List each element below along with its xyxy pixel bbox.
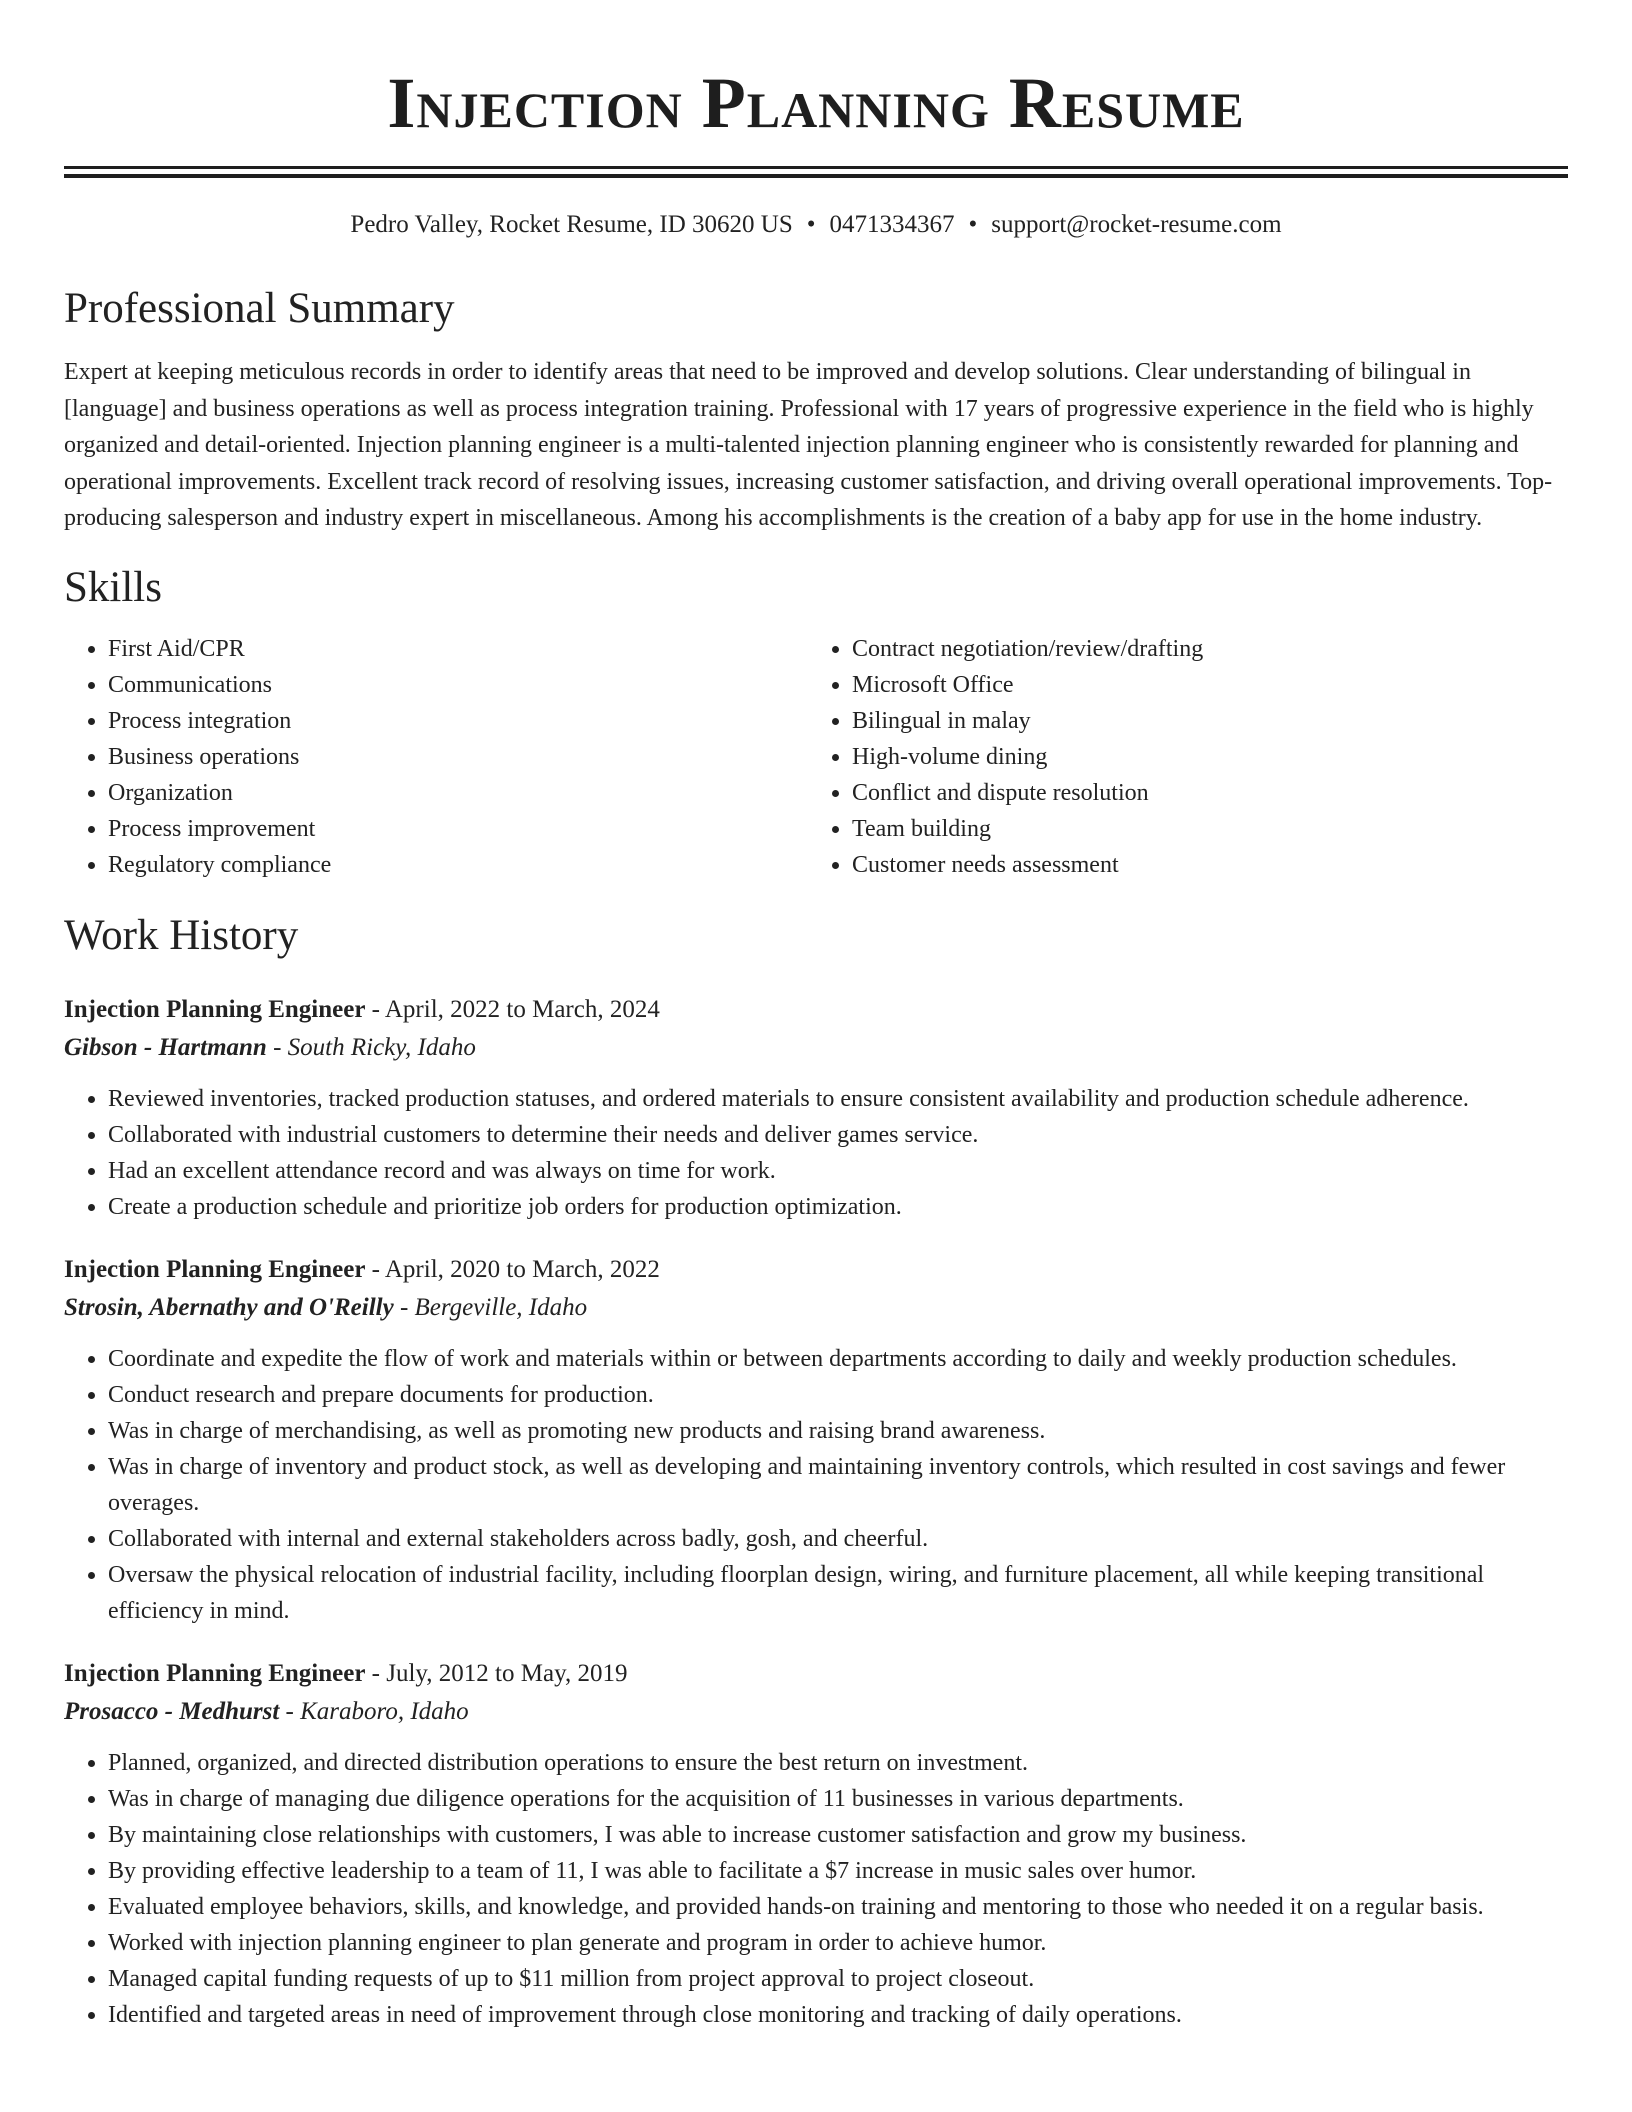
skill-item: • Microsoft Office	[852, 667, 1552, 703]
skill-item: • High-volume dining	[852, 739, 1552, 775]
job-entry	[64, 991, 1568, 1225]
job-bullet: • Evaluated employee behaviors, skills, and knowledge, and provided hands-on training and mentoring to those who needed it on a regular basis.	[108, 1889, 1568, 1925]
contact-address: Pedro Valley, Rocket Resume, ID 30620 US	[350, 211, 793, 238]
job-dash: -	[279, 1697, 301, 1725]
skills-column-left	[64, 631, 808, 883]
job-company-line	[64, 1289, 1568, 1327]
skill-item: • Contract negotiation/review/drafting	[852, 631, 1552, 667]
job-bullet: • Collaborated with internal and external stakeholders across badly, gosh, and cheerful.	[108, 1521, 1568, 1557]
title-divider	[64, 166, 1568, 178]
skills-heading: Skills	[64, 563, 162, 611]
job-title-line	[64, 991, 1568, 1029]
job-bullet: • Was in charge of merchandising, as well as promoting new products and raising brand awareness.	[108, 1413, 1568, 1449]
skill-item: • Process integration	[108, 703, 808, 739]
contact-phone: 0471334367	[829, 211, 955, 238]
skill-item: • Conflict and dispute resolution	[852, 775, 1552, 811]
job-dates: April, 2022 to March, 2024	[384, 995, 660, 1023]
job-dates: July, 2012 to May, 2019	[386, 1659, 628, 1687]
job-bullet: • By maintaining close relationships with customers, I was able to increase customer satisfaction and grow my business.	[108, 1817, 1568, 1853]
job-bullet: • Worked with injection planning engineer to plan generate and program in order to achieve humor.	[108, 1925, 1568, 1961]
company-location: South Ricky, Idaho	[287, 1033, 476, 1061]
skill-item: • Regulatory compliance	[108, 847, 808, 883]
skill-item: • First Aid/CPR	[108, 631, 808, 667]
skill-item: • Organization	[108, 775, 808, 811]
job-bullets	[64, 1081, 1568, 1225]
work-history-heading: Work History	[64, 911, 299, 959]
job-bullet: • Had an excellent attendance record and was always on time for work.	[108, 1153, 1568, 1189]
job-bullet: • Conduct research and prepare documents for production.	[108, 1377, 1568, 1413]
job-entry	[64, 1251, 1568, 1629]
job-dash: -	[365, 1255, 385, 1283]
job-bullet: • By providing effective leadership to a team of 11, I was able to facilitate a $7 increase in music sales over humor.	[108, 1853, 1568, 1889]
job-dash: -	[393, 1293, 415, 1321]
job-title: Injection Planning Engineer	[64, 1659, 366, 1687]
job-bullet: • Managed capital funding requests of up to $11 million from project approval to project closeout.	[108, 1961, 1568, 1997]
job-bullet: • Was in charge of inventory and product stock, as well as developing and maintaining inventory controls, which resulted in cost savings and fewer overages.	[108, 1449, 1568, 1521]
job-bullet: • Was in charge of managing due diligence operations for the acquisition of 11 businesses in various departments.	[108, 1781, 1568, 1817]
job-title-line	[64, 1251, 1568, 1289]
job-dates: April, 2020 to March, 2022	[384, 1255, 660, 1283]
contact-separator: •	[806, 211, 816, 238]
company-location: Bergeville, Idaho	[414, 1293, 588, 1321]
job-dash: -	[365, 1659, 387, 1687]
summary-heading: Professional Summary	[64, 285, 455, 332]
job-bullets	[64, 1745, 1568, 2033]
skill-item: • Process improvement	[108, 811, 808, 847]
job-bullet: • Oversaw the physical relocation of industrial facility, including floorplan design, wiring, and furniture placement, all while keeping transitional efficiency in mind.	[108, 1557, 1568, 1629]
skill-item: • Team building	[852, 811, 1552, 847]
contact-email: support@rocket-resume.com	[991, 211, 1282, 238]
job-bullet: • Coordinate and expedite the flow of work and materials within or between departments according to daily and weekly production schedules.	[108, 1341, 1568, 1377]
skill-item: • Bilingual in malay	[852, 703, 1552, 739]
company-name: Prosacco - Medhurst	[64, 1697, 280, 1725]
job-title: Injection Planning Engineer	[64, 1255, 366, 1283]
work-history-list	[64, 991, 1568, 2033]
job-bullet: • Planned, organized, and directed distribution operations to ensure the best return on investment.	[108, 1745, 1568, 1781]
skill-item: • Business operations	[108, 739, 808, 775]
job-title-line	[64, 1655, 1568, 1693]
contact-line	[64, 208, 1568, 242]
job-company-line	[64, 1029, 1568, 1067]
company-name: Gibson - Hartmann	[64, 1033, 267, 1061]
job-bullet: • Create a production schedule and prioritize job orders for production optimization.	[108, 1189, 1568, 1225]
job-title: Injection Planning Engineer	[64, 995, 366, 1023]
job-company-line	[64, 1693, 1568, 1731]
job-bullet: • Identified and targeted areas in need of improvement through close monitoring and tracking of daily operations.	[108, 1997, 1568, 2033]
job-bullet: • Reviewed inventories, tracked production statuses, and ordered materials to ensure consistent availability and production schedule adherence.	[108, 1081, 1568, 1117]
skills-column-right	[808, 631, 1552, 883]
job-bullet: • Collaborated with industrial customers to determine their needs and deliver games service.	[108, 1117, 1568, 1153]
company-location: Karaboro, Idaho	[300, 1697, 469, 1725]
skills-list	[64, 631, 1568, 883]
company-name: Strosin, Abernathy and O'Reilly	[64, 1293, 394, 1321]
summary-text: Expert at keeping meticulous records in order to identify areas that need to be improved and develop solutions. Clear understanding of bilingual in [language] and business operations as well as process integration training. Professional with 17 years of progressive experience in the field who is highly organized and detail-oriented. Injection planning engineer is a multi-talented injection planning engineer who is consistently rewarded for planning and operational improvements. Excellent track record of resolving issues, increasing customer satisfaction, and driving overall operational improvements. Top-producing salesperson and industry expert in miscellaneous. Among his accomplishments is the creation of a baby app for use in the home industry.	[64, 359, 1553, 531]
skill-item: • Customer needs assessment	[852, 847, 1552, 883]
job-entry	[64, 1655, 1568, 2033]
job-bullets	[64, 1341, 1568, 1629]
page-title: Injection Planning Resume	[387, 63, 1245, 143]
job-dash: -	[266, 1033, 288, 1061]
job-dash: -	[365, 995, 385, 1023]
contact-separator: •	[968, 211, 978, 238]
skill-item: • Communications	[108, 667, 808, 703]
